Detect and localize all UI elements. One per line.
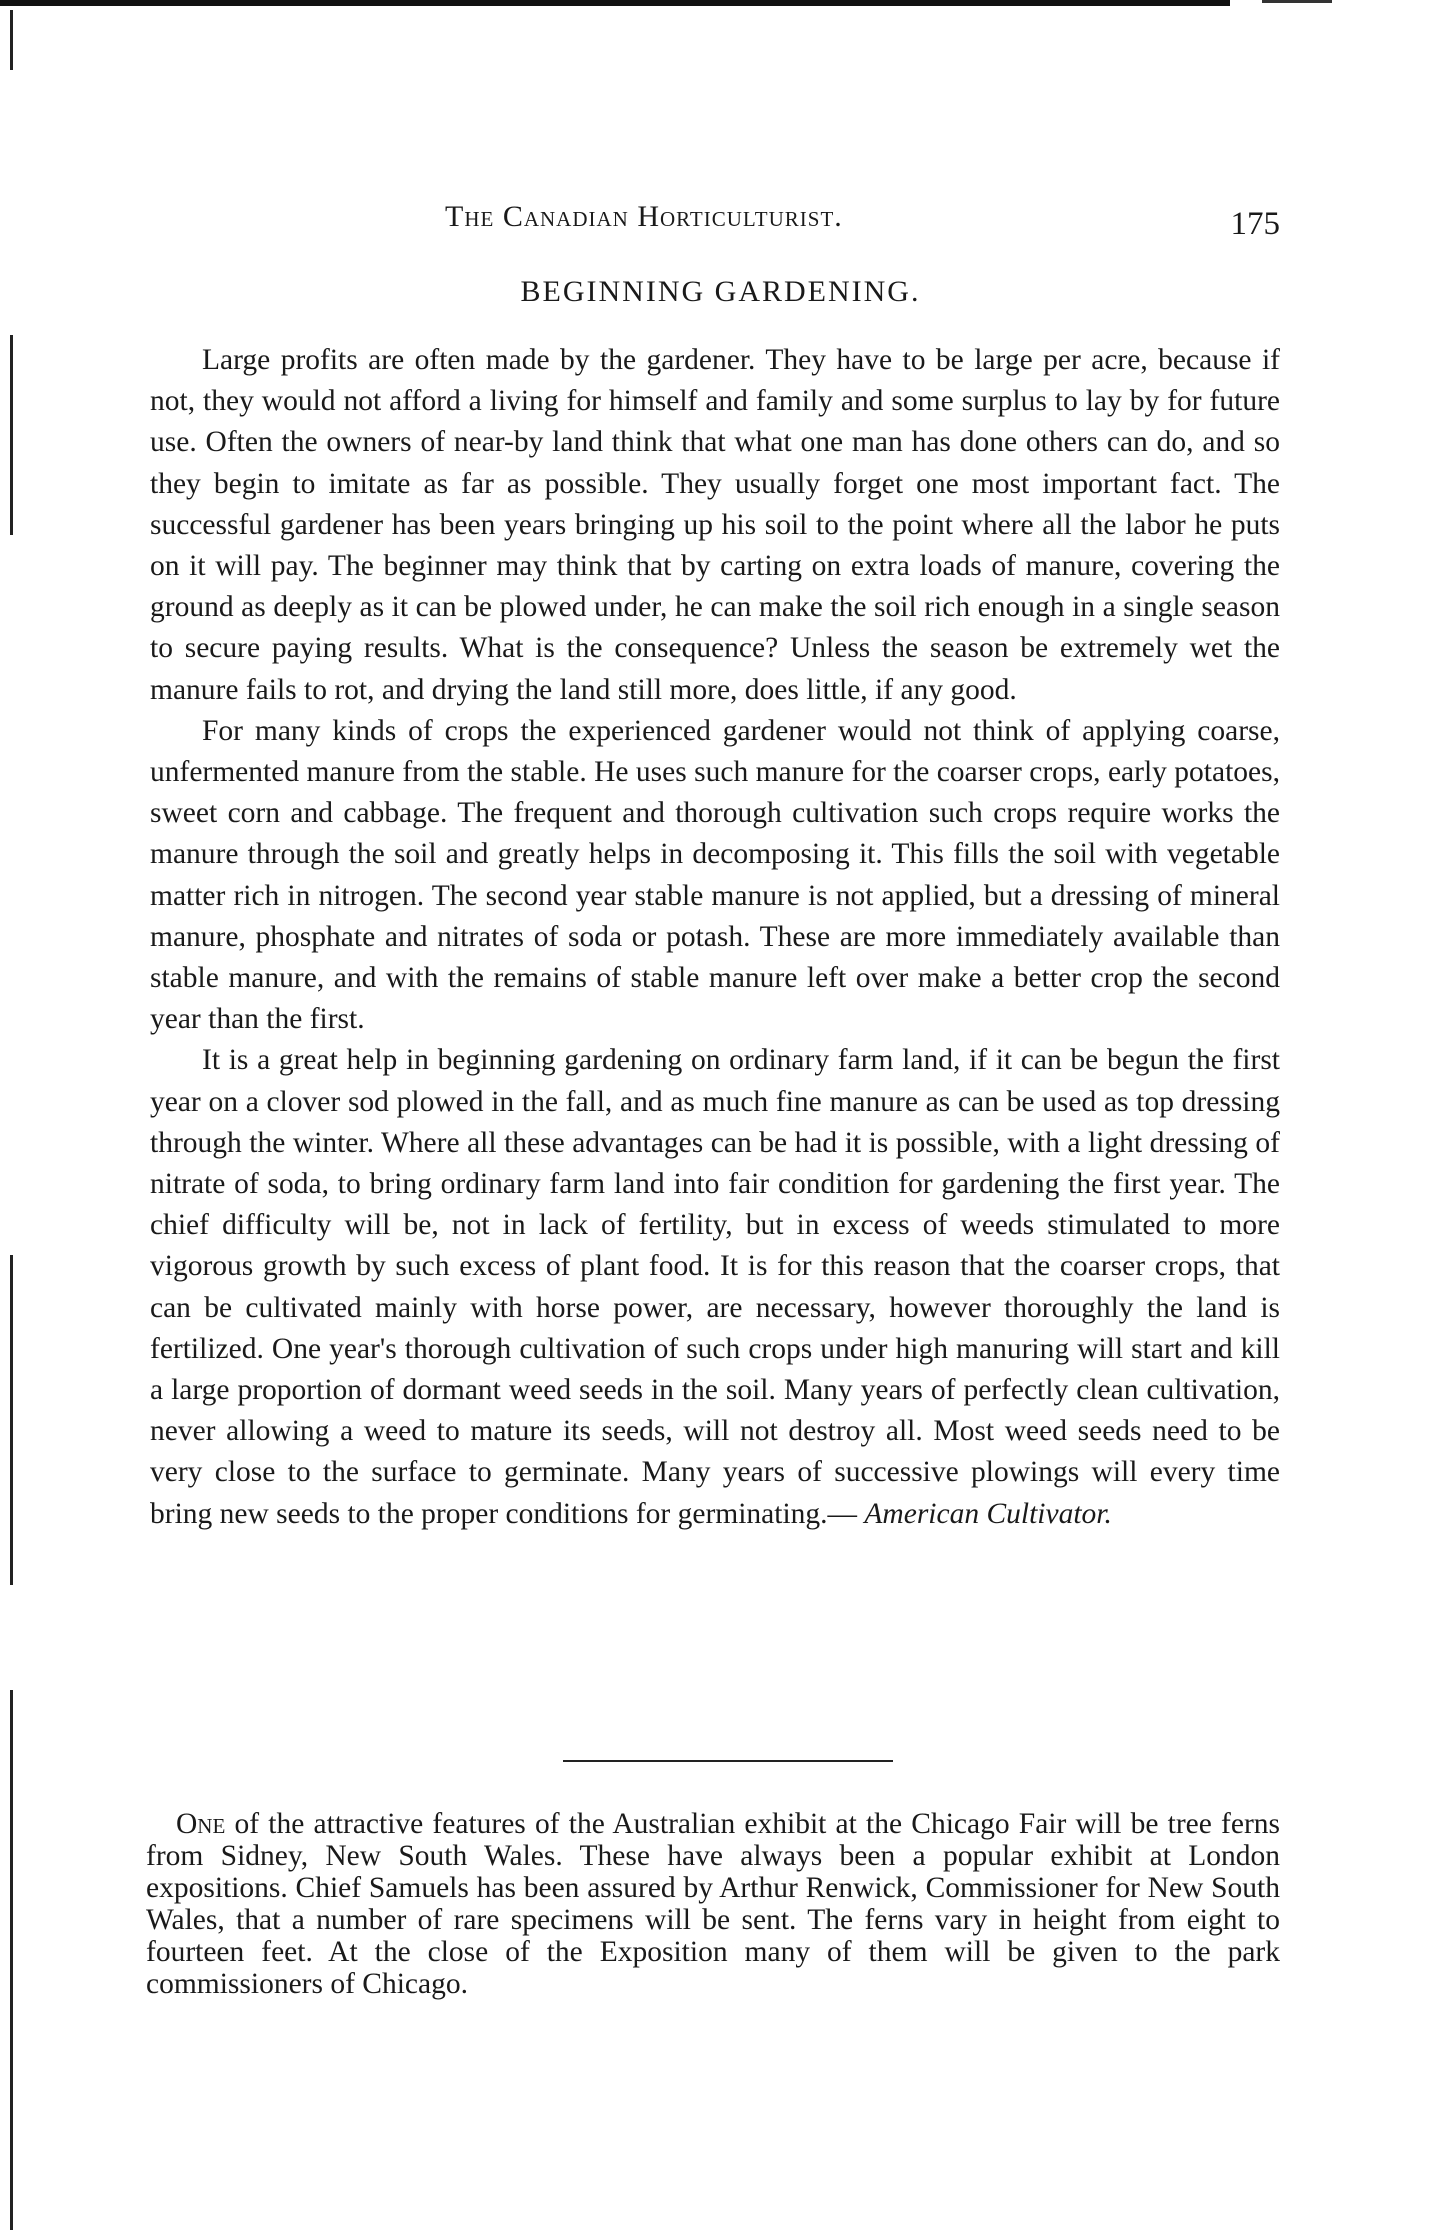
article-paragraph xyxy=(150,1040,1280,1534)
section-divider xyxy=(563,1760,893,1762)
page-number: 175 xyxy=(1230,206,1280,242)
note-paragraph xyxy=(146,1808,1280,2000)
top-edge-mark xyxy=(1262,0,1332,3)
article-title: BEGINNING GARDENING. xyxy=(520,275,921,308)
article-paragraph: Large profits are often made by the gardener. They have to be large per acre, because if not, they would not afford a living for himself and family and some surplus to lay by for future use. Often the owners of near-by land think that what one man has done others can do, and so they begin to imitate as far as possible. They usually forget one most important fact. The successful gardener has been years bringing up his soil to the point where all the labor he puts on it will pay. The beginner may think that by carting on extra loads of manure, covering the ground as deeply as it can be plowed under, he can make the soil rich enough in a single season to secure paying results. What is the consequence? Unless the season be extremely wet the manure fails to rot, and drying the land still more, does little, if any good. xyxy=(150,344,1280,706)
article-paragraph: For many kinds of crops the experienced gardener would not think of applying coarse, unfermented manure from the stable. He uses such manure for the coarser crops, early potatoes, sweet corn and cabbage. The frequent and thorough cultivation such crops require works the manure through the soil and greatly helps in decomposing it. This fills the soil with vegetable matter rich in nitrogen. The second year stable manure is not applied, but a dressing of mineral manure, phosphate and nitrates of soda or potash. These are more immediately available than stable manure, and with the remains of stable manure left over make a better crop the second year than the first. xyxy=(150,714,1280,1036)
article-body xyxy=(150,340,1280,1535)
note-lead-word: One xyxy=(176,1808,226,1840)
top-border-rule xyxy=(0,0,1230,6)
scan-edge-mark xyxy=(10,335,13,535)
news-note xyxy=(146,1808,1280,2000)
article-paragraph-text: It is a great help in beginning gardening on ordinary farm land, if it can be begun the first year on a clover sod plowed in the fall, and as much fine manure as can be used as top dressing through the winter. Where all these advantages can be had it is possible, with a light dressing of nitrate of soda, to bring ordinary farm land into fair condition for gardening the first year. The chief difficulty will be, not in lack of fertility, but in excess of weeds stimulated to more vigorous growth by such excess of plant food. It is for this reason that the coarser crops, that can be cultivated mainly with horse power, are necessary, however thoroughly the land is fertilized. One year's thorough cultivation of such crops under high manuring will start and kill a large proportion of dormant weed seeds in the soil. Many years of perfectly clean cultivation, never allowing a weed to mature its seeds, will not destroy all. Most weed seeds need to be very close to the surface to germinate. Many years of successive plowings will every time bring new seeds to the proper conditions for germinating.— xyxy=(150,1044,1280,1530)
running-header xyxy=(150,200,1280,250)
source-attribution: American Cultivator. xyxy=(864,1497,1112,1530)
journal-title: The Canadian Horticulturist. xyxy=(445,200,843,233)
scan-edge-mark xyxy=(10,1255,13,1585)
note-text: of the attractive features of the Australian exhibit at the Chicago Fair will be tree ferns from Sidney, New South Wales. These have always been a popular exhibit at London expositions. Chief Samuels has been assured by Arthur Renwick, Commissioner for New South Wales, that a number of rare specimens will be sent. The ferns vary in height from eight to fourteen feet. At the close of the Exposition many of them will be given to the park commissioners of Chicago. xyxy=(146,1808,1280,2000)
scan-edge-mark xyxy=(10,1690,13,2230)
scan-edge-mark xyxy=(10,10,13,70)
